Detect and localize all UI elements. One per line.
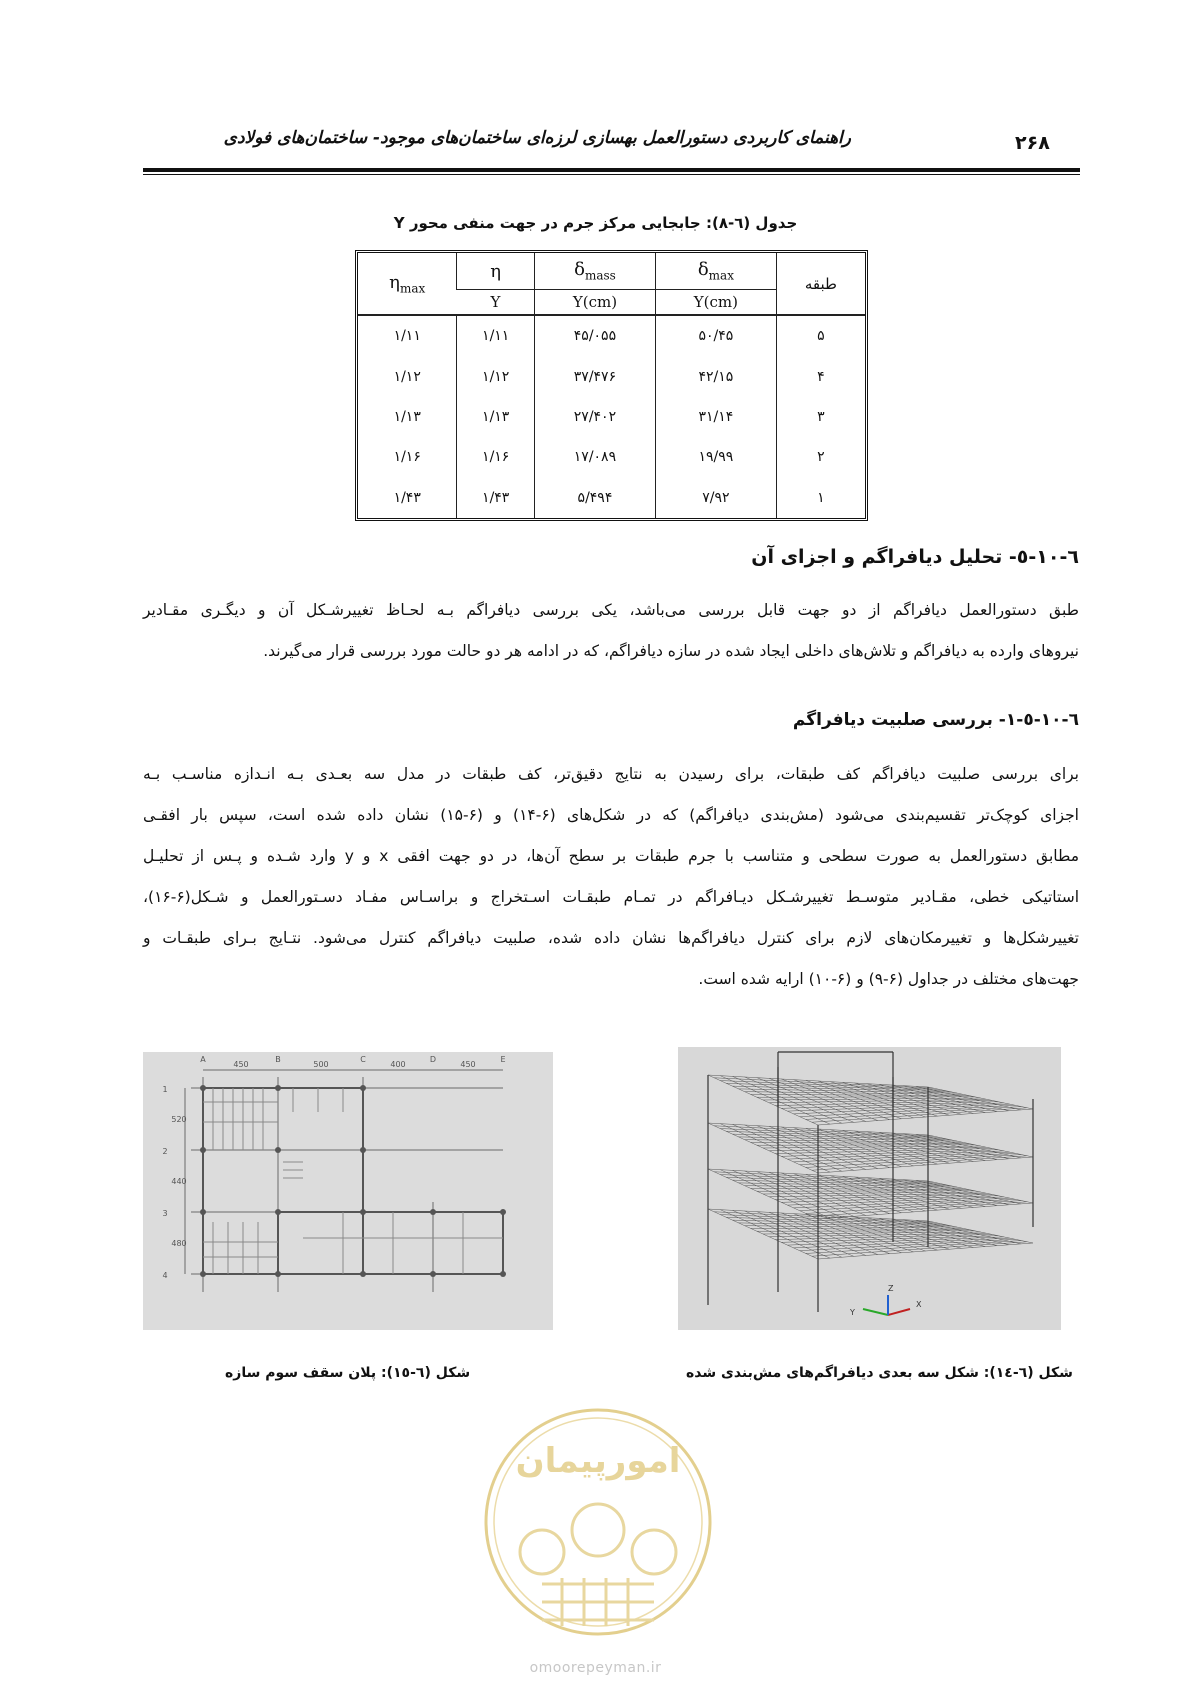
header-delta-mass: $\delta_{mass}$ [534, 253, 655, 290]
displacement-table-frame [355, 250, 868, 521]
cell-eta-max: ۱/۱۱ [393, 328, 421, 345]
cell-delta-max: ۷/۹۲ [655, 478, 776, 518]
meshed-diaphragm-drawing [678, 1047, 1061, 1330]
section1-paragraph [143, 590, 1079, 672]
table-row [358, 437, 865, 477]
paragraph-line: برای بررسی صلبیت دیافراگم کف طبقات، برای رسیدن به نتایج دقیق‌تر، کف طبقات در مدل سه بعـدی بـه انـدازه مناسـب بـه [143, 765, 1079, 783]
dimension-label: 400 [390, 1060, 406, 1069]
cell-eta-max: ۱/۴۳ [393, 489, 421, 506]
cell-eta-max: ۱/۱۲ [393, 368, 421, 385]
grid-label: C [360, 1055, 366, 1064]
figure-caption-right: شکل (٦-١٤): شکل سه بعدی دیافراگم‌های مش‌بندی شده [686, 1365, 1073, 1381]
displacement-table [358, 253, 865, 518]
cell-delta-mass: ۲۷/۴۰۲ [534, 397, 655, 437]
axis-label: X [916, 1300, 922, 1309]
paragraph-line: استاتیکی خطی، مقـادیر متوسـط تغییرشـکل دیـافراگم در تمـام طبقـات اسـتخراج و براسـاس مفـاد دسـتورالعمل و شـکل(۶-۱۶)، [143, 888, 1079, 906]
cell-story: ۵ [776, 315, 865, 356]
header-rule-thick [143, 168, 1080, 172]
section-heading-diaphragm-rigidity: ٦-١٠-٥-١- بررسی صلبیت دیافراگم [792, 710, 1079, 730]
header-rule-thin [143, 174, 1080, 175]
cell-story: ۲ [776, 437, 865, 477]
dimension-label: 480 [171, 1239, 187, 1248]
dimension-label: 450 [233, 1060, 249, 1069]
cell-eta: ۱/۴۳ [457, 478, 535, 518]
floor-plan-figure [143, 1052, 553, 1330]
grid-label: 2 [162, 1147, 168, 1156]
seal-text: امورپیمان [515, 1441, 681, 1481]
section2-paragraph [143, 754, 1079, 1000]
cell-delta-max: ۴۲/۱۵ [655, 356, 776, 396]
header-eta-unit: Y [457, 290, 535, 316]
cell-delta-mass: ۵/۴۹۴ [534, 478, 655, 518]
cell-delta-max: ۵۰/۴۵ [655, 315, 776, 356]
cell-eta-max: ۱/۱۳ [393, 409, 421, 425]
grid-label: 1 [162, 1085, 168, 1094]
page-number: ۲۶۸ [1015, 132, 1050, 154]
grid-label: E [500, 1055, 506, 1064]
cell-eta: ۱/۱۱ [457, 315, 535, 356]
cell-story: ۳ [776, 397, 865, 437]
running-header-title: راهنمای کاربردی دستورالعمل بهسازی لرزه‌ای ساختمان‌های موجود- ساختمان‌های فولادی [223, 128, 851, 148]
header-delta-max-unit: Y(cm) [655, 290, 776, 316]
watermark-site: omoorepeyman.ir [529, 1660, 662, 1676]
grid-label: 3 [162, 1209, 168, 1218]
cell-eta: ۱/۱۳ [457, 397, 535, 437]
header-story: طبقه [776, 253, 865, 315]
table-row [358, 397, 865, 437]
dimension-label: 520 [171, 1115, 187, 1124]
header-delta-max: $\delta_{max}$ [655, 253, 776, 290]
header-eta-max: $\eta_{max}$ [358, 253, 457, 315]
dimension-label: 500 [313, 1060, 329, 1069]
table-caption: جدول (٦-٨): جابجایی مرکز جرم در جهت منفی محور Y [393, 214, 798, 232]
cell-delta-max: ۱۹/۹۹ [655, 437, 776, 477]
watermark-seal [478, 1402, 718, 1642]
header-eta: η [457, 253, 535, 290]
cell-delta-mass: ۳۷/۴۷۶ [534, 356, 655, 396]
paragraph-line: مطابق دستورالعمل به صورت سطحی و متناسب با جرم طبقات بر سطح آن‌ها، در دو جهت افقی x و y وارد شـده و پـس از تحلیـل [143, 847, 1080, 865]
meshed-diaphragm-3d-figure [678, 1047, 1061, 1330]
cell-eta: ۱/۱۶ [457, 437, 535, 477]
cell-story: ۴ [776, 356, 865, 396]
cell-delta-mass: ۴۵/۰۵۵ [534, 315, 655, 356]
floor-plan-drawing [143, 1052, 553, 1330]
paragraph-line: تغییرشکل‌ها و تغییرمکان‌های لازم برای کنترل دیافراگم‌ها نشان داده شده، صلبیت دیافراگم کنترل می‌شود. نتـایج بـرای طبقـات و [143, 929, 1079, 947]
grid-label: D [429, 1055, 437, 1064]
dimension-label: 450 [460, 1060, 476, 1069]
cell-eta: ۱/۱۲ [457, 356, 535, 396]
grid-label: A [200, 1055, 206, 1064]
table-row [358, 356, 865, 396]
table-row [358, 315, 865, 356]
paragraph-line: اجزای کوچک‌تر تقسیم‌بندی می‌شود (مش‌بندی دیافراگم) که در شکل‌های (۶-۱۴) و (۶-۱۵) نشان داده شده است، سپس بار افقـی [143, 806, 1079, 824]
figure-caption-left: شکل (٦-١٥): پلان سقف سوم سازه [225, 1365, 471, 1381]
grid-label: 4 [162, 1271, 168, 1280]
paragraph-line: نیروهای وارده به دیافراگم و تلاش‌های داخلی ایجاد شده در سازه دیافراگم، که در ادامه هر دو حالت مورد بررسی قرار می‌گیرند. [263, 642, 1079, 660]
cell-delta-max: ۳۱/۱۴ [655, 397, 776, 437]
dimension-label: 440 [171, 1177, 187, 1186]
cell-story: ۱ [776, 478, 865, 518]
table-row [358, 478, 865, 518]
paragraph-line: طبق دستورالعمل دیافراگم از دو جهت قابل بررسی می‌باشد، یکی بررسی دیافراگم بـه لحـاظ تغییرشـکل آن و دیگـری مقـادیر [143, 601, 1079, 619]
cell-eta-max: ۱/۱۶ [393, 449, 421, 466]
axis-label: Y [850, 1308, 855, 1317]
seal-logo-icon [478, 1402, 718, 1642]
cell-delta-mass: ۱۷/۰۸۹ [534, 437, 655, 477]
paragraph-line: جهت‌های مختلف در جداول (۶-۹) و (۶-۱۰) ارایه شده است. [698, 970, 1079, 988]
grid-label: B [275, 1055, 281, 1064]
section-heading-diaphragm-analysis: ٦-١٠-٥- تحلیل دیافراگم و اجزای آن [751, 546, 1079, 568]
header-delta-mass-unit: Y(cm) [534, 290, 655, 316]
axis-label: Z [888, 1284, 894, 1293]
